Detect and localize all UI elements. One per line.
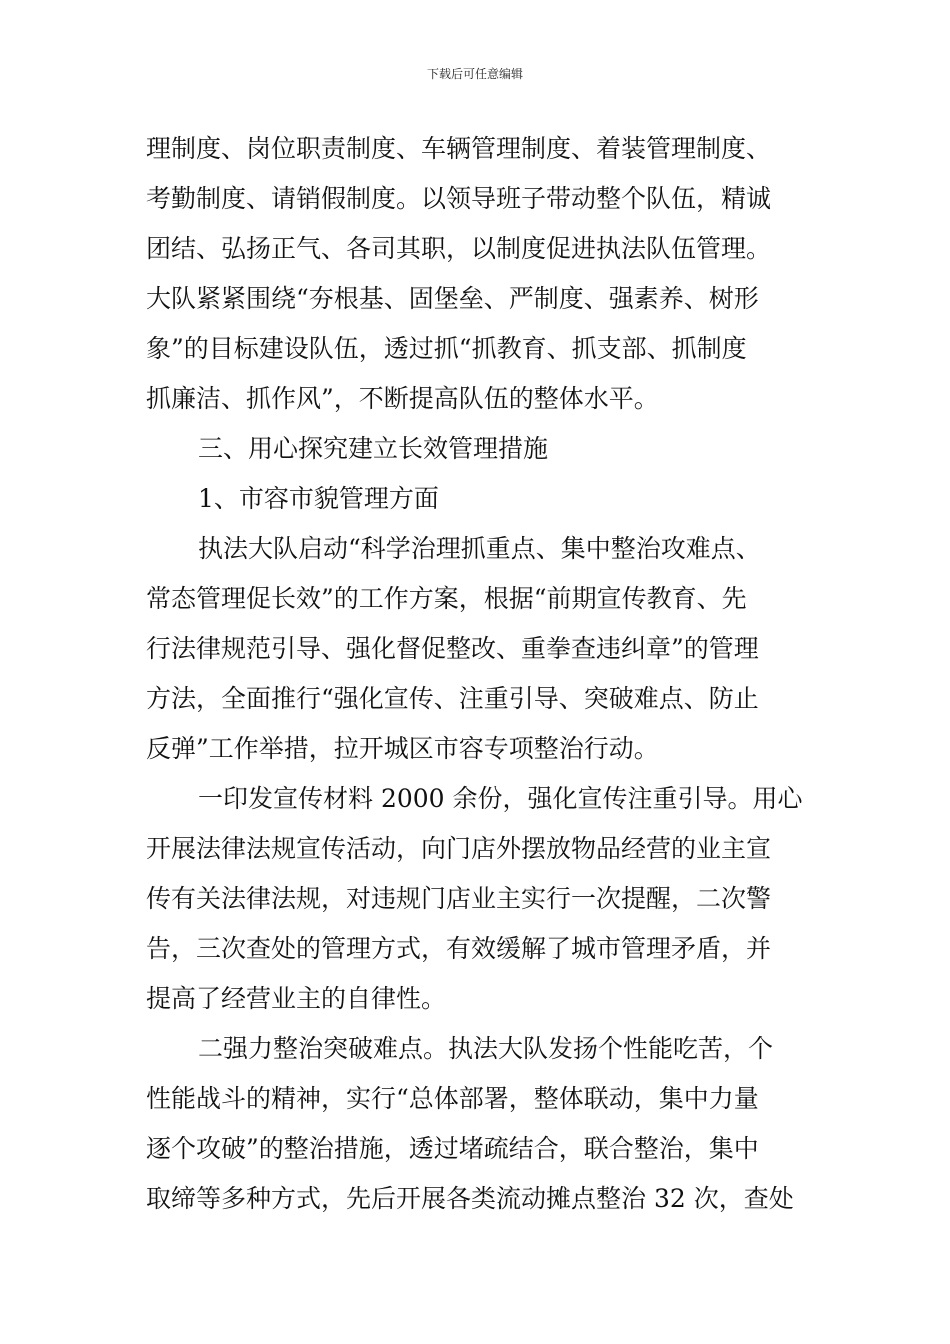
text-line: 告，三次查处的管理方式，有效缓解了城市管理矛盾，并 <box>146 934 772 963</box>
text-line: 抓廉洁、抓作风”，不断提高队伍的整体水平。 <box>146 384 659 413</box>
text-line: 象”的目标建设队伍，透过抓“抓教育、抓支部、抓制度 <box>146 334 747 363</box>
subsection-heading: 1、市容市貌管理方面 <box>198 484 439 513</box>
text-line: 逐个攻破”的整治措施，透过堵疏结合，联合整治，集中 <box>146 1134 759 1163</box>
text-line: 执法大队启动“科学治理抓重点、集中整治攻难点、 <box>198 534 761 563</box>
text-line: 反弹”工作举措，拉开城区市容专项整治行动。 <box>146 734 659 763</box>
text-line: 常态管理促长效”的工作方案，根据“前期宣传教育、先 <box>146 584 747 613</box>
section-heading: 三、用心探究建立长效管理措施 <box>198 434 549 463</box>
text-line: 一印发宣传材料 2000 余份，强化宣传注重引导。用心 <box>198 784 803 813</box>
page-header: 下载后可任意编辑 <box>426 67 523 81</box>
text-line: 性能战斗的精神，实行“总体部署，整体联动，集中力量 <box>146 1084 759 1113</box>
text-line: 方法，全面推行“强化宣传、注重引导、突破难点、防止 <box>146 684 759 713</box>
text-line: 行法律规范引导、强化督促整改、重拳查违纠章”的管理 <box>146 634 759 663</box>
text-line: 考勤制度、请销假制度。以领导班子带动整个队伍，精诚 <box>146 184 772 213</box>
text-line: 开展法律法规宣传活动，向门店外摆放物品经营的业主宣 <box>146 834 772 863</box>
text-line: 理制度、岗位职责制度、车辆管理制度、着装管理制度、 <box>146 134 772 163</box>
text-line: 团结、弘扬正气、各司其职，以制度促进执法队伍管理。 <box>146 234 772 263</box>
text-line: 提高了经营业主的自律性。 <box>146 984 447 1013</box>
document-body <box>146 124 810 1224</box>
text-line: 取缔等多种方式，先后开展各类流动摊点整治 32 次，查处 <box>146 1184 794 1213</box>
text-line: 大队紧紧围绕“夯根基、固堡垒、严制度、强素养、树形 <box>146 284 759 313</box>
text-line: 二强力整治突破难点。执法大队发扬个性能吃苦，个 <box>198 1034 774 1063</box>
text-line: 传有关法律法规，对违规门店业主实行一次提醒，二次警 <box>146 884 772 913</box>
